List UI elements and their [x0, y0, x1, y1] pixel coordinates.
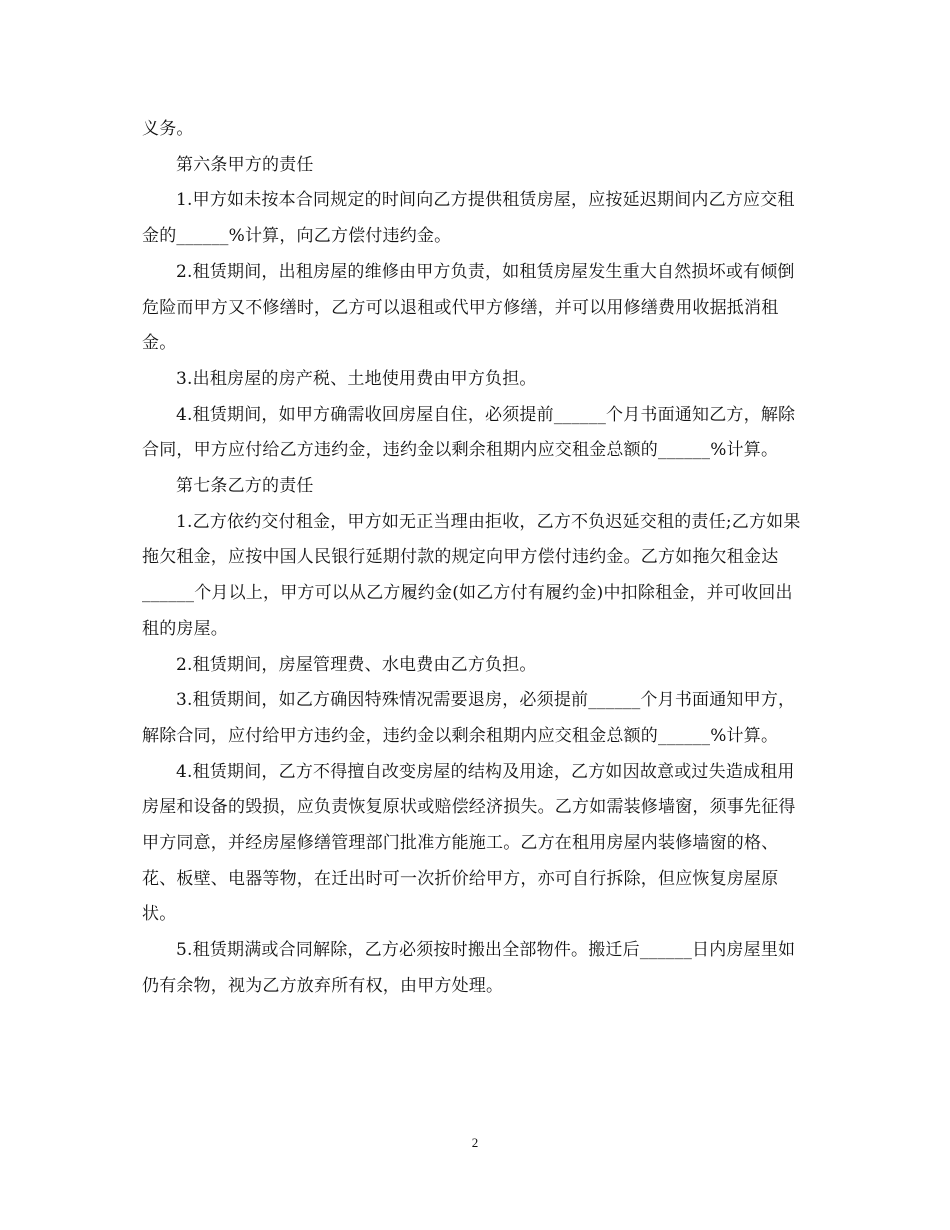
section-heading-article-7: 第七条乙方的责任	[176, 476, 314, 497]
section-heading-article-6: 第六条甲方的责任	[176, 154, 314, 175]
paragraph-7-2: 2.租赁期间，房屋管理费、水电费由乙方负担。	[176, 654, 537, 675]
paragraph-7-5: 5.租赁期满或合同解除，乙方必须按时搬出全部物件。搬迁后______日内房屋里如仍有余物，视为乙方放弃所有权，由甲方处理。	[142, 940, 796, 996]
document-body	[142, 112, 807, 1005]
paragraph-6-2: 2.租赁期间，出租房屋的维修由甲方负责，如租赁房屋发生重大自然损坏或有倾倒危险而甲方又不修缮时，乙方可以退租或代甲方修缮，并可以用修缮费用收据抵消租金。	[142, 261, 795, 354]
paragraph-7-4: 4.租赁期间，乙方不得擅自改变房屋的结构及用途，乙方如因故意或过失造成租用房屋和设备的毁损，应负责恢复原状或赔偿经济损失。乙方如需装修墙窗，须事先征得甲方同意，并经房屋修缮管理部门批准方能施工。乙方在租用房屋内装修墙窗的格、花、板壁、电器等物，在迁出时可一次折价给甲方，亦可自行拆除，但应恢复房屋原状。	[142, 761, 796, 925]
paragraph-6-3: 3.出租房屋的房产税、土地使用费由甲方负担。	[176, 368, 537, 389]
paragraph-6-4: 4.租赁期间，如甲方确需收回房屋自住，必须提前______个月书面通知乙方，解除合同，甲方应付给乙方违约金，违约金以剩余租期内应交租金总额的______%计算。	[142, 404, 796, 461]
paragraph-6-1: 1.甲方如未按本合同规定的时间向乙方提供租赁房屋，应按延迟期间内乙方应交租金的______%计算，向乙方偿付违约金。	[142, 190, 795, 247]
paragraph-7-3: 3.租赁期间，如乙方确因特殊情况需要退房，必须提前______个月书面通知甲方，解除合同，应付给甲方违约金，违约金以剩余租期内应交租金总额的______%计算。	[142, 690, 796, 746]
paragraph-7-1: 1.乙方依约交付租金，甲方如无正当理由拒收，乙方不负迟延交租的责任;乙方如果拖欠租金，应按中国人民银行延期付款的规定向甲方偿付违约金。乙方如拖欠租金达______个月以上，甲方可以从乙方履约金(如乙方付有履约金)中扣除租金，并可收回出租的房屋。	[142, 511, 801, 639]
page-number: 2	[471, 1135, 479, 1150]
paragraph-continuation: 义务。	[142, 119, 194, 139]
